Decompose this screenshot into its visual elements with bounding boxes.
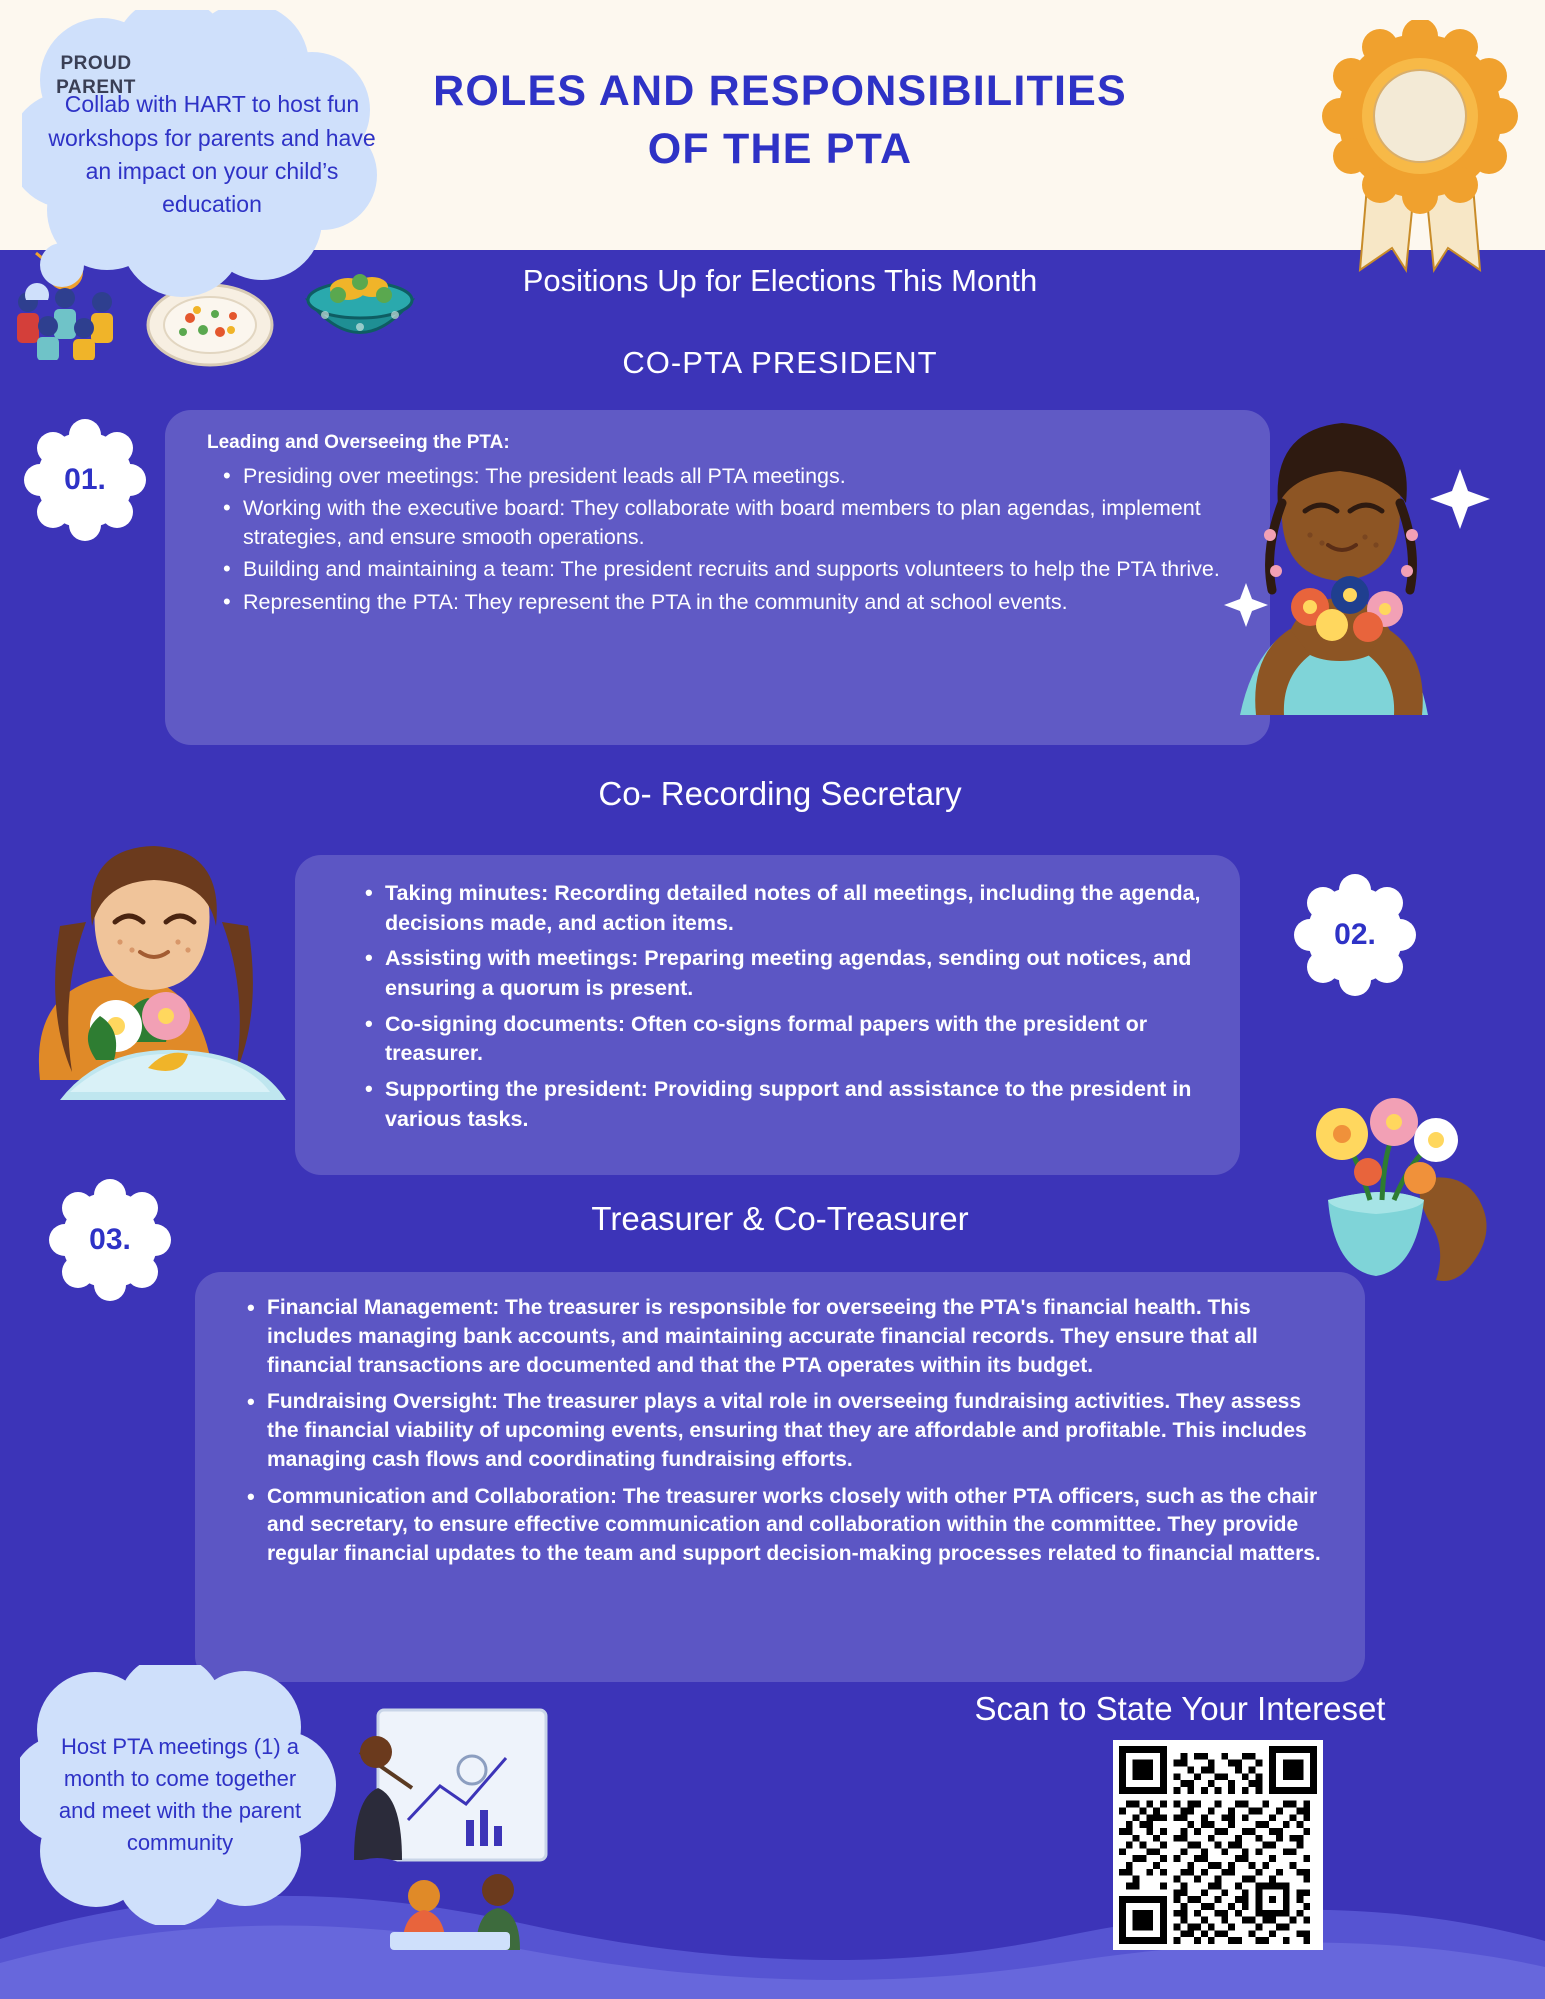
list-item: • Financial Management: The treasurer is responsible for overseeing the PTA's financial health. This includes managing bank accounts, and maintaining accurate financial records. They ensure that all financial transactions are documented and that the PTA operates within its budget. <box>247 1294 1329 1380</box>
section-title-president: CO-PTA PRESIDENT <box>622 345 938 380</box>
badge-02-number: 02. <box>1334 918 1376 951</box>
list-item: • Taking minutes: Recording detailed notes of all meetings, including the agenda, decisions made, and action items. <box>365 879 1210 938</box>
list-item: • Fundraising Oversight: The treasurer plays a vital role in overseeing fundraising activities. They assess the financial viability of upcoming events, ensuring that they are affordable and profitable. This includes managing cash flows and coordinating fundraising efforts. <box>247 1388 1329 1474</box>
list-item: • Building and maintaining a team: The president recruits and supports volunteers to help the PTA thrive. <box>223 555 1240 583</box>
rosette-label-line1: PROUD <box>60 53 132 74</box>
badge-03 <box>45 1175 175 1305</box>
qr-code[interactable] <box>1113 1740 1323 1950</box>
page-title-line1: ROLES AND RESPONSIBILITIES <box>433 67 1127 115</box>
list-item: • Assisting with meetings: Preparing meeting agendas, sending out notices, and ensuring a quorum is present. <box>365 944 1210 1003</box>
badge-02 <box>1290 870 1420 1000</box>
meeting-presentation-illustration <box>320 1700 570 1950</box>
collab-bubble-text: Collab with HART to host fun workshops for parents and have an impact on your child’s education <box>48 91 376 218</box>
section-title-treasurer: Treasurer & Co-Treasurer <box>591 1200 969 1237</box>
qr-code-image <box>1119 1746 1317 1944</box>
subtitle: Positions Up for Elections This Month <box>522 263 1038 298</box>
card-president <box>165 410 1270 745</box>
meetings-bubble-text: Host PTA meetings (1) a month to come together and meet with the parent community <box>58 1734 302 1855</box>
badge-01-number: 01. <box>64 463 106 496</box>
rosette-label-line2: PARENT <box>56 76 136 98</box>
card-treasurer <box>195 1272 1365 1682</box>
badge-01 <box>20 415 150 545</box>
list-item: • Representing the PTA: They represent the PTA in the community and at school events. <box>223 588 1240 616</box>
page-title <box>380 62 1180 178</box>
scan-title: Scan to State Your Intereset <box>974 1690 1386 1727</box>
list-item: • Supporting the president: Providing support and assistance to the president in various tasks. <box>365 1075 1210 1134</box>
card-president-heading: Leading and Overseeing the PTA: <box>207 432 510 453</box>
list-item: • Co-signing documents: Often co-signs formal papers with the president or treasurer. <box>365 1010 1210 1069</box>
list-item: • Presiding over meetings: The president leads all PTA meetings. <box>223 462 1240 490</box>
badge-03-number: 03. <box>89 1223 131 1256</box>
page-title-line2: OF THE PTA <box>647 125 913 174</box>
list-item: • Working with the executive board: They collaborate with board members to plan agendas, implement strategies, and ensure smooth operations. <box>223 494 1240 551</box>
girl-writing-illustration <box>0 830 330 1130</box>
hand-with-vase-illustration <box>1270 1060 1520 1310</box>
meetings-bubble <box>20 1665 340 1925</box>
proud-parent-rosette-icon <box>1320 20 1520 280</box>
list-item: • Communication and Collaboration: The treasurer works closely with other PTA officers, such as the chair and secretary, to ensure effective communication and collaboration within the committee. They provide regular financial updates to the team and support decision-making processes related to financial matters. <box>247 1483 1329 1569</box>
card-secretary-list <box>295 855 1240 1134</box>
girl-with-flowers-illustration <box>1160 385 1510 725</box>
section-title-secretary: Co- Recording Secretary <box>598 775 962 812</box>
card-president-list <box>165 460 1270 616</box>
card-treasurer-list <box>195 1272 1365 1569</box>
card-secretary <box>295 855 1240 1175</box>
rosette-label <box>36 52 156 100</box>
